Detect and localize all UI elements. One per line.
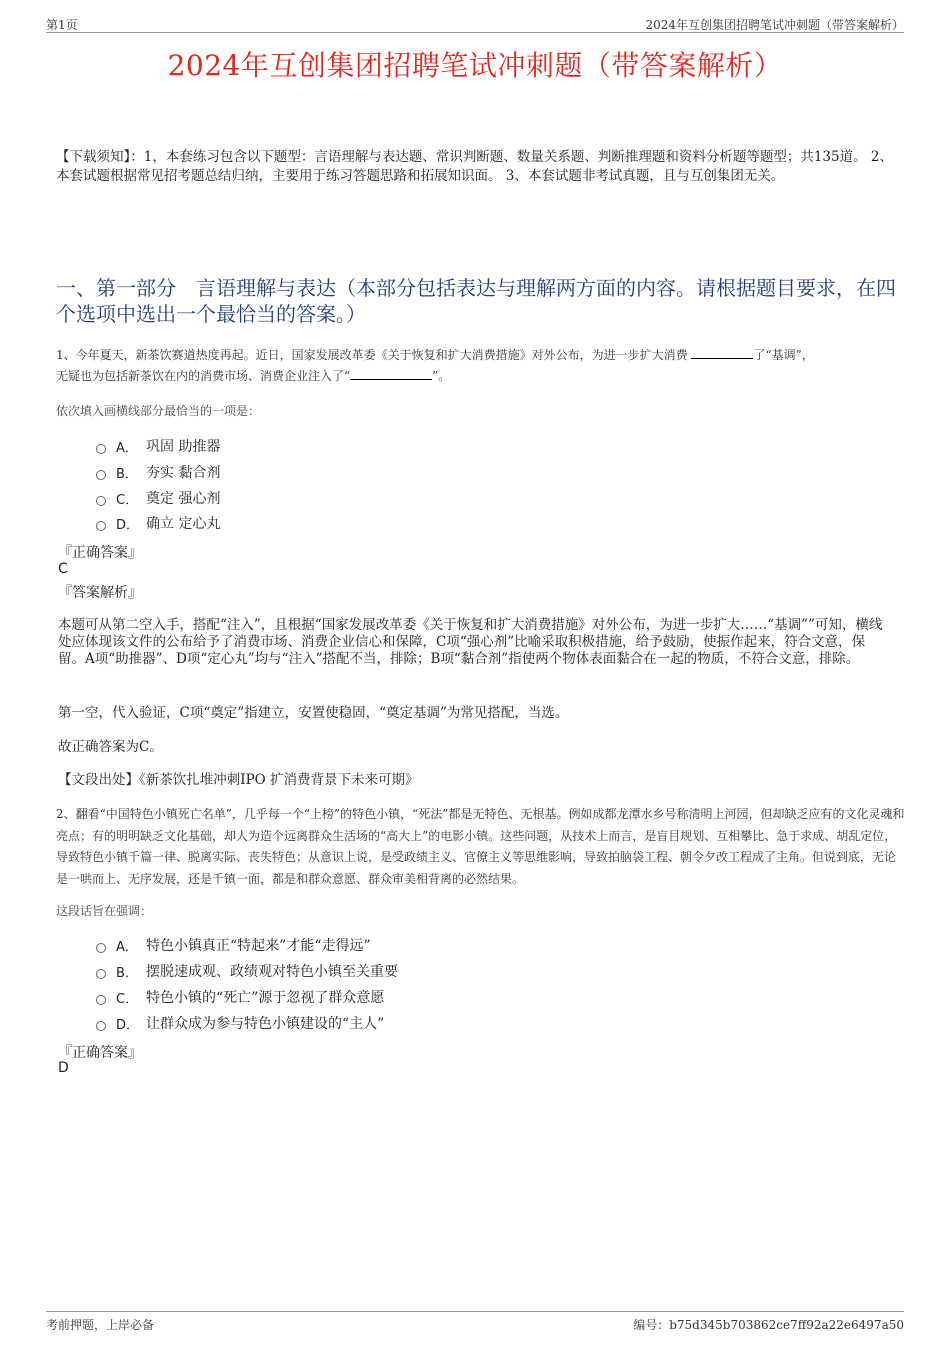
page-title: 2024年互创集团招聘笔试冲刺题（带答案解析）	[167, 49, 783, 82]
page-number: 第1页	[46, 18, 78, 32]
option-letter: B．	[116, 965, 138, 981]
question-1-part-d: ”。	[432, 369, 451, 383]
radio-button-icon[interactable]	[96, 943, 106, 953]
header-doc-title: 2024年互创集团招聘笔试冲刺题（带答案解析）	[645, 18, 904, 32]
radio-button-icon[interactable]	[96, 1021, 106, 1031]
option-letter: A．	[116, 939, 138, 955]
option-text: 让群众成为参与特色小镇建设的“主人”	[146, 1016, 385, 1032]
option-text: 摆脱速成观、政绩观对特色小镇至关重要	[146, 964, 398, 980]
radio-button-icon[interactable]	[96, 470, 106, 480]
section-heading: 一、第一部分 言语理解与表达（本部分包括表达与理解两方面的内容。请根据题目要求，在四个选项中选出一个最恰当的答案。）	[56, 276, 896, 326]
option-text: 夯实 黏合剂	[146, 465, 221, 481]
question-1-option-c[interactable]	[96, 488, 220, 508]
question-1-analysis-label: 『答案解析』	[58, 585, 142, 601]
option-letter: C．	[116, 492, 139, 508]
question-1-part-a: 1、今年夏天，新茶饮赛道热度再起。近日，国家发展改革委《关于恢复和扩大消费措施》对外公布，为进一步扩大消费	[56, 348, 692, 362]
question-2-option-c[interactable]	[96, 987, 384, 1007]
footer-doc-id: 编号：b75d345b703862ce7ff92a22e6497a50	[633, 1318, 904, 1332]
question-1-answer-label: 『正确答案』	[58, 545, 142, 561]
option-text: 特色小镇的“死亡”源于忽视了群众意愿	[146, 990, 385, 1006]
question-1-prompt: 依次填入画横线部分最恰当的一项是：	[56, 404, 261, 418]
question-2-option-d[interactable]	[96, 1013, 384, 1033]
option-letter: A．	[116, 440, 138, 456]
question-1-answer: C	[58, 561, 68, 577]
question-2-option-b[interactable]	[96, 961, 398, 981]
download-notice: 【下载须知】：1，本套练习包含以下题型：言语理解与表达题、常识判断题、数量关系题、判断推理题和资料分析题等题型；共135道。 2、本套试题根据常见招考题总结归纳，主要用于练习答题思路和拓展知识面。 3、本套试题非考试真题，且与互创集团无关。	[56, 149, 893, 184]
blank-line	[691, 346, 753, 359]
option-letter: D．	[116, 1017, 140, 1033]
question-2-text: 2、翻看“中国特色小镇死亡名单”，几乎每一个“上榜”的特色小镇，“死法”都是无特色、无根基。例如成都龙潭水乡号称清明上河园，但却缺乏应有的文化灵魂和亮点；有的明明缺乏文化基础，却人为造个远离群众生活场的“高大上”的电影小镇。这些问题，从技术上而言，是盲目规划、互相攀比、急于求成、胡乱定位，导致特色小镇千篇一律、脱离实际、丧失特色；从意识上说，是受政绩主义、官僚主义等思维影响，导致拍脑袋工程、朝令夕改工程成了主角。但说到底，无论是一哄而上、无序发展，还是千镇一面，都是和群众意愿、群众审美相背离的必然结果。	[56, 807, 905, 886]
radio-button-icon[interactable]	[96, 969, 106, 979]
option-letter: B．	[116, 466, 138, 482]
question-1-option-b[interactable]	[96, 462, 220, 482]
question-1-option-d[interactable]	[96, 513, 220, 533]
question-2-answer-label: 『正确答案』	[58, 1045, 142, 1061]
radio-button-icon[interactable]	[96, 521, 106, 531]
blank-line	[350, 367, 432, 380]
radio-button-icon[interactable]	[96, 496, 106, 506]
footer-slogan: 考前押题，上岸必备	[46, 1318, 155, 1332]
question-2-answer: D	[58, 1060, 69, 1076]
question-2-option-a[interactable]	[96, 935, 371, 955]
option-text: 确立 定心丸	[146, 516, 221, 532]
question-1-analysis-paragraph: 第一空，代入验证，C项“奠定”指建立，安置使稳固，“奠定基调”为常见搭配，当选。	[58, 705, 569, 721]
page-footer	[46, 1311, 904, 1330]
option-text: 特色小镇真正“特起来”才能“走得远”	[146, 938, 371, 954]
question-1-text	[56, 345, 906, 387]
radio-button-icon[interactable]	[96, 444, 106, 454]
option-letter: D．	[116, 517, 140, 533]
radio-button-icon[interactable]	[96, 995, 106, 1005]
question-1-option-a[interactable]	[96, 436, 220, 456]
question-1-analysis-paragraph: 本题可从第二空入手，搭配“注入”，且根据“国家发展改革委《关于恢复和扩大消费措施》对外公布，为进一步扩大……“基调””可知，横线处应体现该文件的公布给予了消费市场、消费企业信心和保障，C项“强心剂”比喻采取积极措施，给予鼓励，使振作起来，符合文意，保留。A项“助推器”、D项“定心丸”均与“注入”搭配不当，排除；B项“黏合剂”指使两个物体表面黏合在一起的物质，不符合文意，排除。	[58, 617, 883, 667]
question-1-source: 【文段出处】《新茶饮扎堆冲刺IPO 扩消费背景下未来可期》	[58, 772, 419, 788]
question-1-part-c: 无疑也为包括新茶饮在内的消费市场、消费企业注入了“	[56, 369, 351, 383]
option-letter: C．	[116, 991, 139, 1007]
option-text: 巩固 助推器	[146, 439, 221, 455]
question-2-prompt: 这段话旨在强调：	[56, 904, 153, 918]
question-1-part-b: 了“基调”，	[753, 348, 814, 362]
page-header	[46, 14, 904, 33]
question-1-conclusion: 故正确答案为C。	[58, 739, 163, 755]
option-text: 奠定 强心剂	[146, 491, 221, 507]
